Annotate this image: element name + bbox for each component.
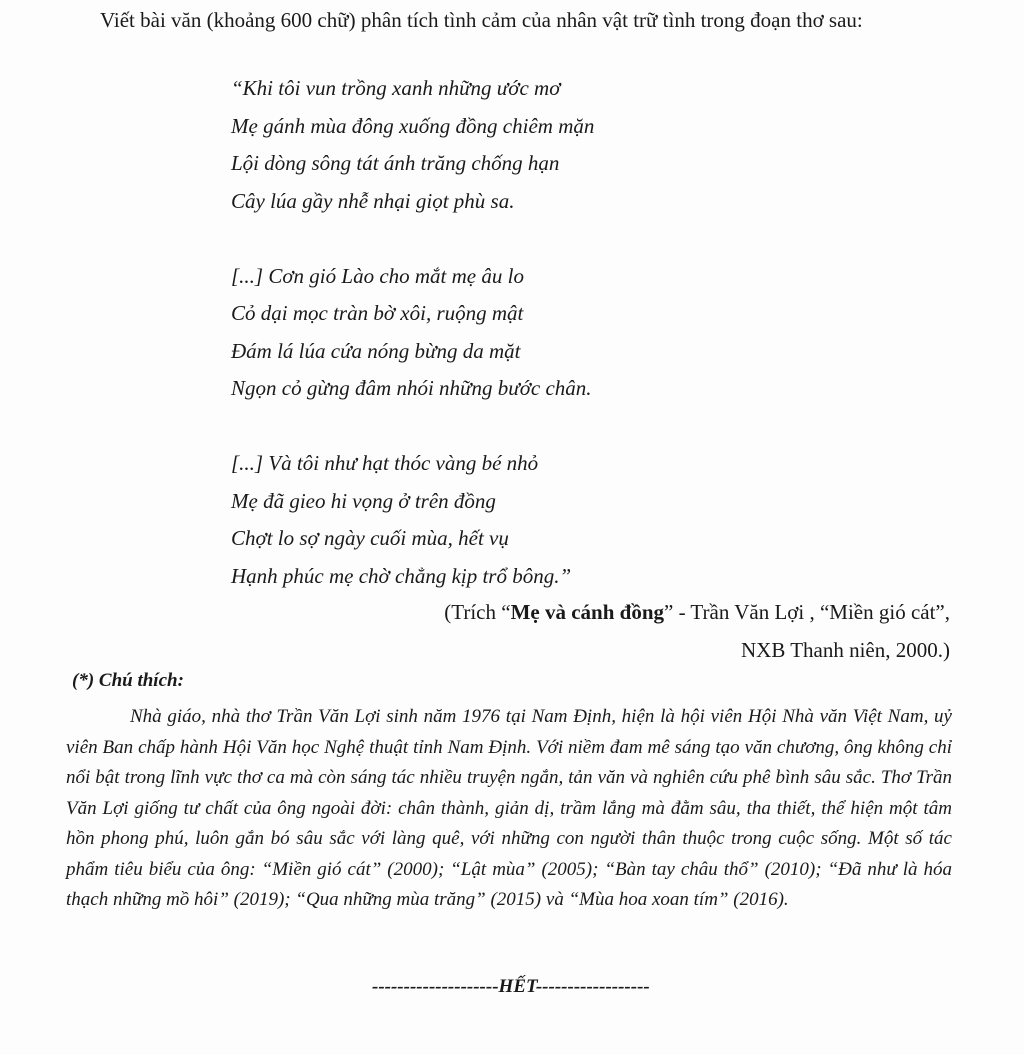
end-mark: --------------------HẾT------------------ (372, 976, 650, 997)
poem-line: “Khi tôi vun trồng xanh những ước mơ (231, 76, 561, 100)
poem-line: Chợt lo sợ ngày cuối mùa, hết vụ (231, 526, 509, 550)
poem (231, 70, 594, 595)
poem-line: [...] Và tôi như hạt thóc vàng bé nhỏ (231, 451, 539, 475)
poem-line: Ngọn cỏ gừng đâm nhói những bước chân. (231, 376, 592, 400)
citation-line-1 (444, 593, 950, 631)
citation (444, 593, 950, 669)
stanza-gap (231, 408, 594, 446)
poem-line: Lội dòng sông tát ánh trăng chống hạn (231, 151, 560, 175)
note-title: (*) Chú thích: (72, 670, 184, 691)
poem-line: Hạnh phúc mẹ chờ chẳng kịp trổ bông.” (231, 563, 572, 588)
poem-line: [...] Cơn gió Lào cho mắt mẹ âu lo (231, 263, 524, 288)
poem-line: Mẹ gánh mùa đông xuống đồng chiêm mặn (231, 113, 595, 138)
poem-line: Cỏ dại mọc tràn bờ xôi, ruộng mật (231, 301, 524, 325)
poem-line: Cây lúa gầy nhễ nhại giọt phù sa. (231, 188, 515, 213)
citation-title: Mẹ và cánh đồng (510, 600, 664, 624)
poem-line: Đám lá lúa cứa nóng bừng da mặt (231, 338, 521, 363)
poem-line: Mẹ đã gieo hi vọng ở trên đồng (231, 488, 496, 513)
stanza-gap (231, 220, 594, 258)
citation-line-2: NXB Thanh niên, 2000.) (740, 638, 950, 662)
citation-rest: ” - Trần Văn Lợi , “Miền gió cát”, (664, 600, 950, 624)
note-body: Nhà giáo, nhà thơ Trần Văn Lợi sinh năm 1976 tại Nam Định, hiện là hội viên Hội Nhà văn Việt Nam, uỷ viên Ban chấp hành Hội Văn học Nghệ thuật tỉnh Nam Định. Với niềm đam mê sáng tạo văn chương, ông không chỉ nổi bật trong lĩnh vực thơ ca mà còn sáng tác nhiều truyện ngắn, tản văn và nghiên cứu phê bình sâu sắc. Thơ Trần Văn Lợi giống tư chất của ông ngoài đời: chân thành, giản dị, trầm lắng mà đằm sâu, tha thiết, thể hiện một tâm hồn phong phú, luôn gắn bó sâu sắc với làng quê, với những con người thân thuộc trong cuộc sống. Một số tác phẩm tiêu biểu của ông: “Miền gió cát” (2000); “Lật mùa” (2005); “Bàn tay châu thổ” (2010); “Đã như là hóa thạch những mồ hôi” (2019); “Qua những mùa trăng” (2015) và “Mùa hoa xoan tím” (2016). (66, 706, 952, 910)
citation-prefix: (Trích “ (444, 600, 511, 624)
task-prompt: Viết bài văn (khoảng 600 chữ) phân tích tình cảm của nhân vật trữ tình trong đoạn thơ sau: (100, 8, 863, 32)
